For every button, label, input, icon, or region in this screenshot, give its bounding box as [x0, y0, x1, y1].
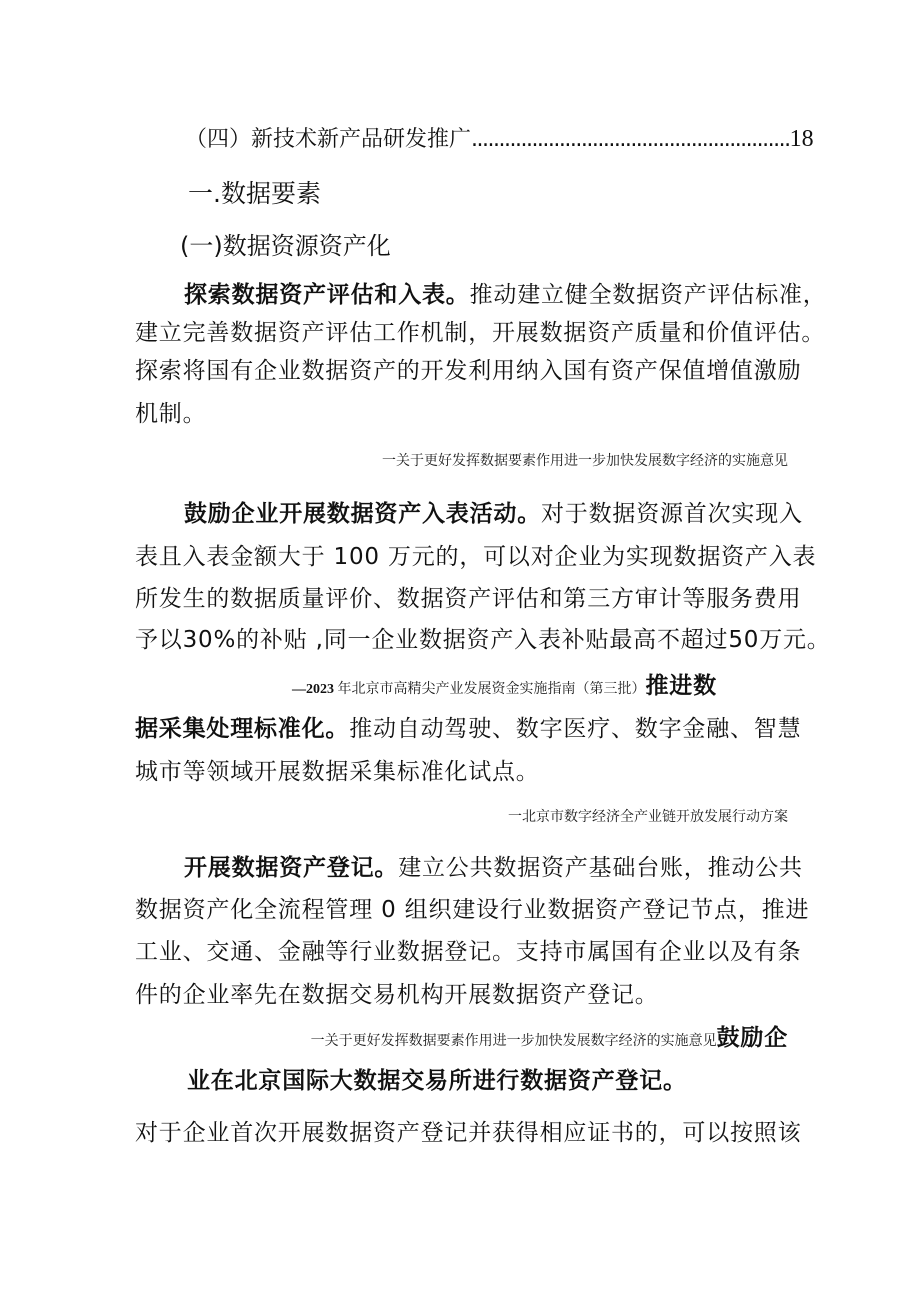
section-heading: 一.数据要素 — [188, 179, 321, 208]
paragraph-3-line-1 — [135, 714, 801, 744]
paragraph-3-lead-start: 推进数 — [645, 673, 717, 699]
paragraph-2-line-2: 表且入表金额大于 100 万元的，可以对企业为实现数据资产入表 — [135, 544, 817, 570]
paragraph-5-line-2: 对于企业首次开展数据资产登记并获得相应证书的，可以按照该 — [135, 1120, 802, 1146]
source-citation-2-year: —2023 — [292, 682, 334, 697]
paragraph-3-lead: 据采集处理标准化。 — [135, 716, 350, 742]
paragraph-3-line-2: 城市等领域开展数据采集标准化试点。 — [135, 759, 540, 785]
paragraph-5-lead-start: 鼓励企 — [716, 1025, 788, 1051]
toc-label: （四）新技术新产品研发推广 — [185, 127, 472, 152]
subsection-heading: (一)数据资源资产化 — [180, 232, 391, 260]
paragraph-1-text: 推动建立健全数据资产评估标准， — [469, 282, 827, 308]
paragraph-4-line-2: 数据资产化全流程管理 0 组织建设行业数据资产登记节点，推进 — [135, 897, 810, 923]
source-citation-1: 一关于更好发挥数据要素作用进一步加快发展数字经济的实施意见 — [382, 454, 788, 469]
source-citation-3: 一北京市数字经济全产业链开放发展行动方案 — [508, 810, 788, 825]
source-citation-2 — [292, 671, 717, 701]
source-citation-4-text: 一关于更好发挥数据要素作用进一步加快发展数字经济的实施意见 — [310, 1034, 717, 1049]
paragraph-2-line-3: 所发生的数据质量评价、数据资产评估和第三方审计等服务费用 — [135, 586, 802, 612]
paragraph-2-line-4: 予以30%的补贴 ,同一企业数据资产入表补贴最高不超过50万元。 — [135, 627, 831, 653]
source-citation-2-text: 年北京市高精尖产业发展资金实施指南（第三批） — [334, 682, 646, 697]
paragraph-4-line-1 — [184, 853, 803, 883]
paragraph-4-text: 建立公共数据资产基础台账，推动公共 — [398, 855, 803, 881]
toc-leader: .......................................................... — [471, 127, 790, 152]
paragraph-5-line-1 — [187, 1066, 687, 1096]
paragraph-3-text: 推动自动驾驶、数字医疗、数字金融、智慧 — [349, 716, 802, 742]
paragraph-5-lead: 业在北京国际大数据交易所进行数据资产登记。 — [187, 1068, 687, 1094]
paragraph-2-text: 对于数据资源首次实现入 — [541, 501, 803, 527]
toc-page-number: 18 — [789, 126, 814, 152]
paragraph-1-line-1 — [184, 280, 827, 310]
paragraph-4-line-3: 工业、交通、金融等行业数据登记。支持市属国有企业以及有条 — [135, 939, 802, 965]
toc-entry[interactable] — [185, 122, 814, 153]
paragraph-1-line-2: 建立完善数据资产评估工作机制，开展数据资产质量和价值评估。 — [135, 320, 826, 346]
paragraph-4-line-4: 件的企业率先在数据交易机构开展数据资产登记。 — [135, 982, 659, 1008]
paragraph-4-lead: 开展数据资产登记。 — [184, 855, 399, 881]
paragraph-1-line-4: 机制。 — [135, 401, 207, 427]
paragraph-1-lead: 探索数据资产评估和入表。 — [184, 282, 470, 308]
paragraph-2-line-1 — [184, 499, 803, 529]
source-citation-4 — [311, 1023, 788, 1053]
paragraph-1-line-3: 探索将国有企业数据资产的开发利用纳入国有资产保值增值激励 — [135, 358, 802, 384]
paragraph-2-lead: 鼓励企业开展数据资产入表活动。 — [184, 501, 541, 527]
